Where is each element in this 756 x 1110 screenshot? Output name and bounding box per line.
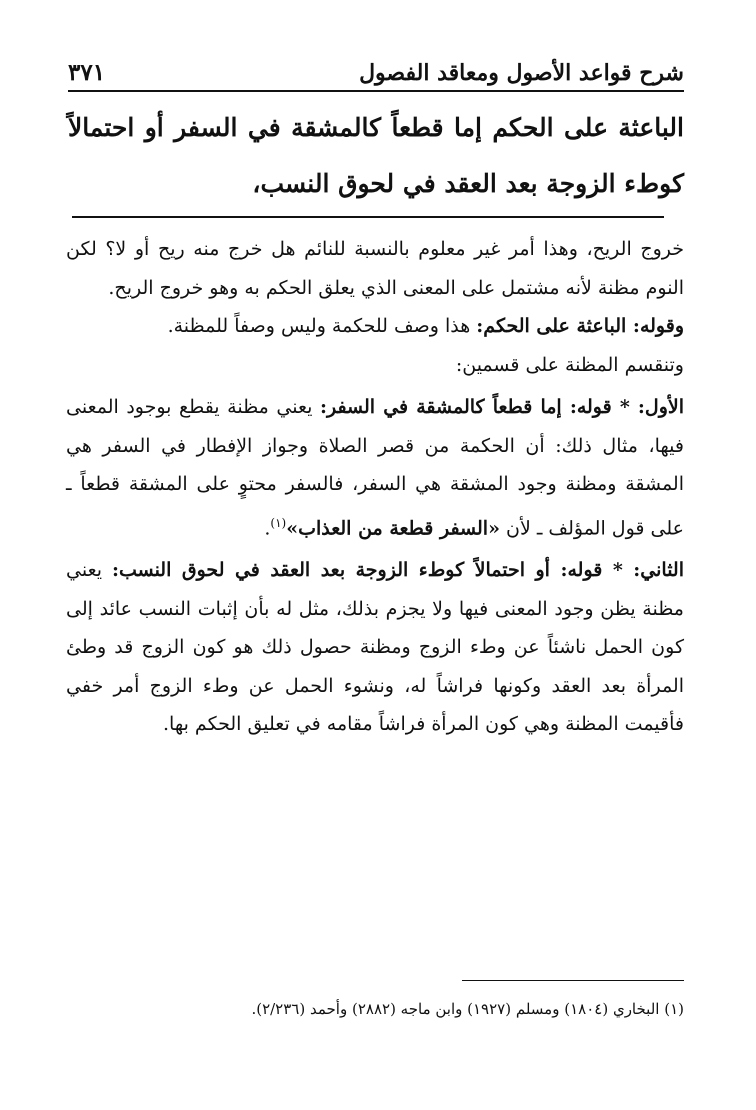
- hadith-quote: «السفر قطعة من العذاب»: [286, 516, 500, 539]
- paragraph-5-lead: الثاني: * قوله: أو احتمالاً كوطء الزوجة بعد العقد في لحوق النسب:: [111, 559, 684, 582]
- paragraph-5-rest: يعني مظنة يظن وجود المعنى فيها ولا يجزم بذلك، مثل له بأن إثبات النسب عائد إلى كون الحمل ناشئاً عن وطء الزوج ومظنة حصول ذلك هو كون الزوج قد وطئ المرأة بعد العقد وكونها فراشاً له، ونشوء الحمل عن وطء الزوج أمر خفي فأقيمت المظنة وهي كون المرأة فراشاً مقامه في تعليق الحكم بها.: [66, 559, 684, 736]
- commentary-paragraph-2: [66, 307, 684, 346]
- text-separator-line: [72, 216, 664, 218]
- page-number: ٣٧١: [68, 59, 106, 86]
- footnote: (١) البخاري (١٨٠٤) ومسلم (١٩٢٧) وابن ماجه (٢٨٨٢) وأحمد (٢/٢٣٦).: [251, 1000, 684, 1018]
- commentary-body: [66, 230, 684, 744]
- footnote-ref: (١): [270, 515, 287, 530]
- commentary-paragraph-4: [66, 388, 684, 547]
- paragraph-4-rest: يعني مظنة يقطع بوجود المعنى فيها، مثال ذلك: أن الحكمة من قصر الصلاة وجواز الإفطار في السفر هي المشقة ومظنة وجود المشقة هي السفر، فالسفر محتوٍ على المشقة قطعاً ـ على قول المؤلف ـ لأن: [66, 396, 684, 539]
- paragraph-2-lead: وقوله: الباعثة على الحكم:: [476, 315, 684, 337]
- commentary-paragraph-1: خروج الريح، وهذا أمر غير معلوم بالنسبة للنائم هل خرج منه ريح أو لا؟ لكن النوم مظنة لأنه مشتمل على المعنى الذي يعلق الحكم به وهو خروج الريح.: [66, 238, 684, 299]
- footnote-separator: [462, 980, 684, 981]
- paragraph-4-lead: الأول: * قوله: إما قطعاً كالمشقة في السفر:: [319, 396, 684, 418]
- running-title: شرح قواعد الأصول ومعاقد الفصول: [359, 60, 684, 86]
- paragraph-4-end: .: [264, 516, 271, 539]
- commentary-paragraph-3: وتنقسم المظنة على قسمين:: [455, 353, 684, 376]
- commentary-paragraph-5: [66, 551, 684, 744]
- paragraph-2-rest: هذا وصف للحكمة وليس وصفاً للمظنة.: [167, 315, 477, 337]
- main-matn-text: الباعثة على الحكم إما قطعاً كالمشقة في السفر أو احتمالاً كوطء الزوجة بعد العقد في لحوق النسب،: [68, 113, 684, 198]
- page-header: [68, 50, 684, 92]
